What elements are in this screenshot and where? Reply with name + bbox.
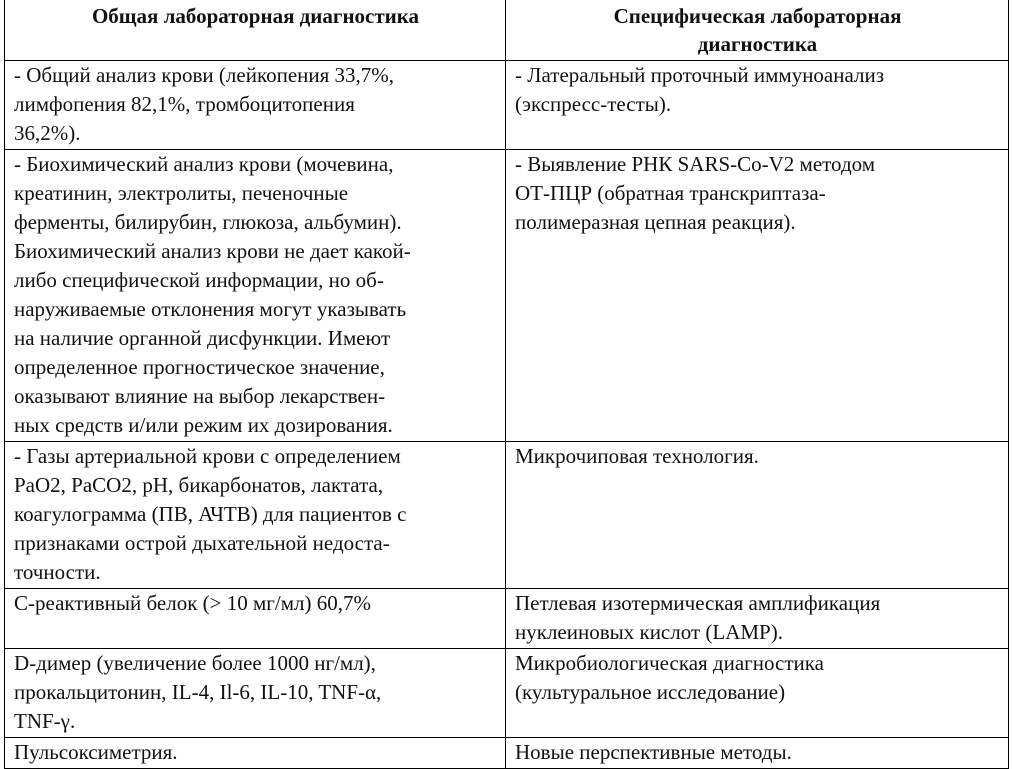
table-row: [5, 442, 1009, 589]
table-cell-general: [5, 442, 506, 589]
header-general-label: Общая лабораторная диагностика: [91, 4, 420, 28]
cell-text: Микробиологическая диагностика (культуральное исследование): [515, 651, 824, 704]
table-cell-general: [5, 150, 506, 442]
table-cell-specific: [506, 738, 1009, 769]
table-header-row: [5, 0, 1009, 61]
cell-text: С-реактивный белок (> 10 мг/мл) 60,7%: [14, 591, 371, 615]
table-cell-general: [5, 738, 506, 769]
cell-text: - Латеральный проточный иммуноанализ (экспресс-тесты).: [515, 63, 885, 116]
table-row: [5, 649, 1009, 738]
table-cell-general: [5, 649, 506, 738]
cell-text: Новые перспективные методы.: [515, 740, 792, 764]
table-row: [5, 589, 1009, 649]
table-cell-general: [5, 61, 506, 150]
table-cell-specific: [506, 442, 1009, 589]
table-row: [5, 150, 1009, 442]
table-row: [5, 738, 1009, 769]
table-cell-general: [5, 589, 506, 649]
cell-text: - Газы артериальной крови с определением PaO2, PaCO2, pH, бикарбонатов, лактата, коагулограмма (ПВ, АЧТВ) для пациентов с признаками острой дыхательной недоста- точности.: [14, 444, 407, 584]
table-row: [5, 61, 1009, 150]
lab-diagnostics-table: [4, 0, 1009, 769]
cell-text: - Выявление РНК SARS-Co-V2 методом ОТ-ПЦР (обратная транскриптаза- полимеразная цепная реакция).: [515, 152, 876, 234]
table-cell-specific: [506, 589, 1009, 649]
cell-text: Микрочиповая технология.: [515, 444, 759, 468]
cell-text: - Общий анализ крови (лейкопения 33,7%, лимфопения 82,1%, тромбоцитопения 36,2%).: [14, 63, 395, 145]
header-specific-diagnostics: [506, 0, 1009, 61]
cell-text: D-димер (увеличение более 1000 нг/мл), прокальцитонин, IL-4, Il-6, IL-10, TNF-α, TNF-γ.: [14, 651, 382, 733]
table-cell-specific: [506, 649, 1009, 738]
cell-text: - Биохимический анализ крови (мочевина, креатинин, электролиты, печеночные ферменты, билирубин, глюкоза, альбумин). Биохимический анализ крови не дает какой- либо специфической информации, но об- наруживаемые отклонения могут указывать на наличие органной дисфункции. Имеют определенное прогностическое значение, оказывают влияние на выбор лекарствен- ных средств и/или режим их дозирования.: [14, 152, 411, 437]
cell-text: Пульсоксиметрия.: [14, 740, 178, 764]
header-general-diagnostics: [5, 0, 506, 61]
cell-text: Петлевая изотермическая амплификация нуклеиновых кислот (LAMP).: [515, 591, 881, 644]
table-cell-specific: [506, 150, 1009, 442]
header-specific-label: Специфическая лабораторная диагностика: [613, 4, 902, 56]
table-cell-specific: [506, 61, 1009, 150]
